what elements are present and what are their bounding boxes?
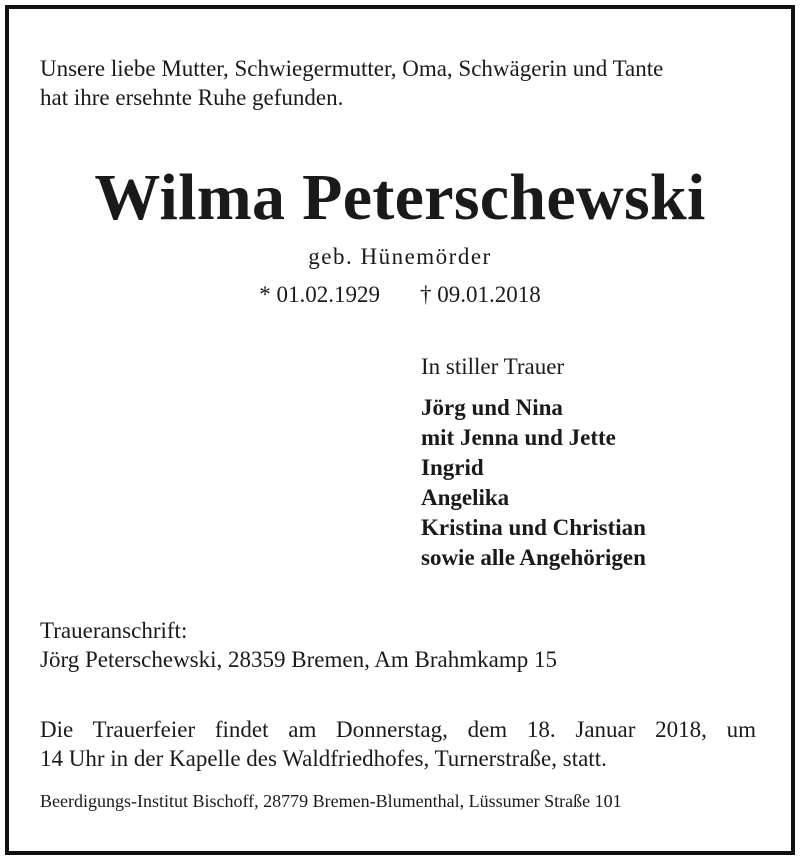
mourner-entry: Kristina und Christian — [421, 515, 646, 540]
undertaker-info: Beerdigungs-Institut Bischoff, 28779 Bremen-Blumenthal, Lüssumer Straße 101 — [40, 791, 622, 811]
intro-line: hat ihre ersehnte Ruhe gefunden. — [40, 85, 344, 110]
maiden-name: geb. Hünemörder — [308, 244, 492, 269]
mourner-entry: Angelika — [421, 485, 510, 510]
intro-text — [40, 54, 770, 112]
mourner-entry: Jörg und Nina — [421, 395, 563, 420]
life-dates — [0, 280, 800, 310]
mourners-list — [421, 393, 646, 573]
intro-line: Unsere liebe Mutter, Schwiegermutter, Oma, Schwägerin und Tante — [40, 56, 664, 81]
death-date: † 09.01.2018 — [420, 282, 541, 307]
mourning-address — [40, 616, 557, 674]
address-value: Jörg Peterschewski, 28359 Bremen, Am Brahmkamp 15 — [40, 647, 558, 672]
mourning-heading: In stiller Trauer — [421, 354, 565, 379]
address-label: Traueranschrift: — [40, 618, 188, 643]
mourner-entry: sowie alle Angehörigen — [421, 545, 646, 570]
ceremony-line: Die Trauerfeier findet am Donnerstag, dem 18. Januar 2018, um — [40, 717, 756, 742]
ceremony-line: 14 Uhr in der Kapelle des Waldfriedhofes, Turnerstraße, statt. — [40, 746, 607, 771]
ceremony-info — [40, 715, 756, 773]
mourner-entry: mit Jenna und Jette — [421, 425, 616, 450]
deceased-name: Wilma Peterschewski — [94, 161, 706, 234]
mourner-entry: Ingrid — [421, 455, 484, 480]
birth-date: * 01.02.1929 — [259, 282, 380, 307]
